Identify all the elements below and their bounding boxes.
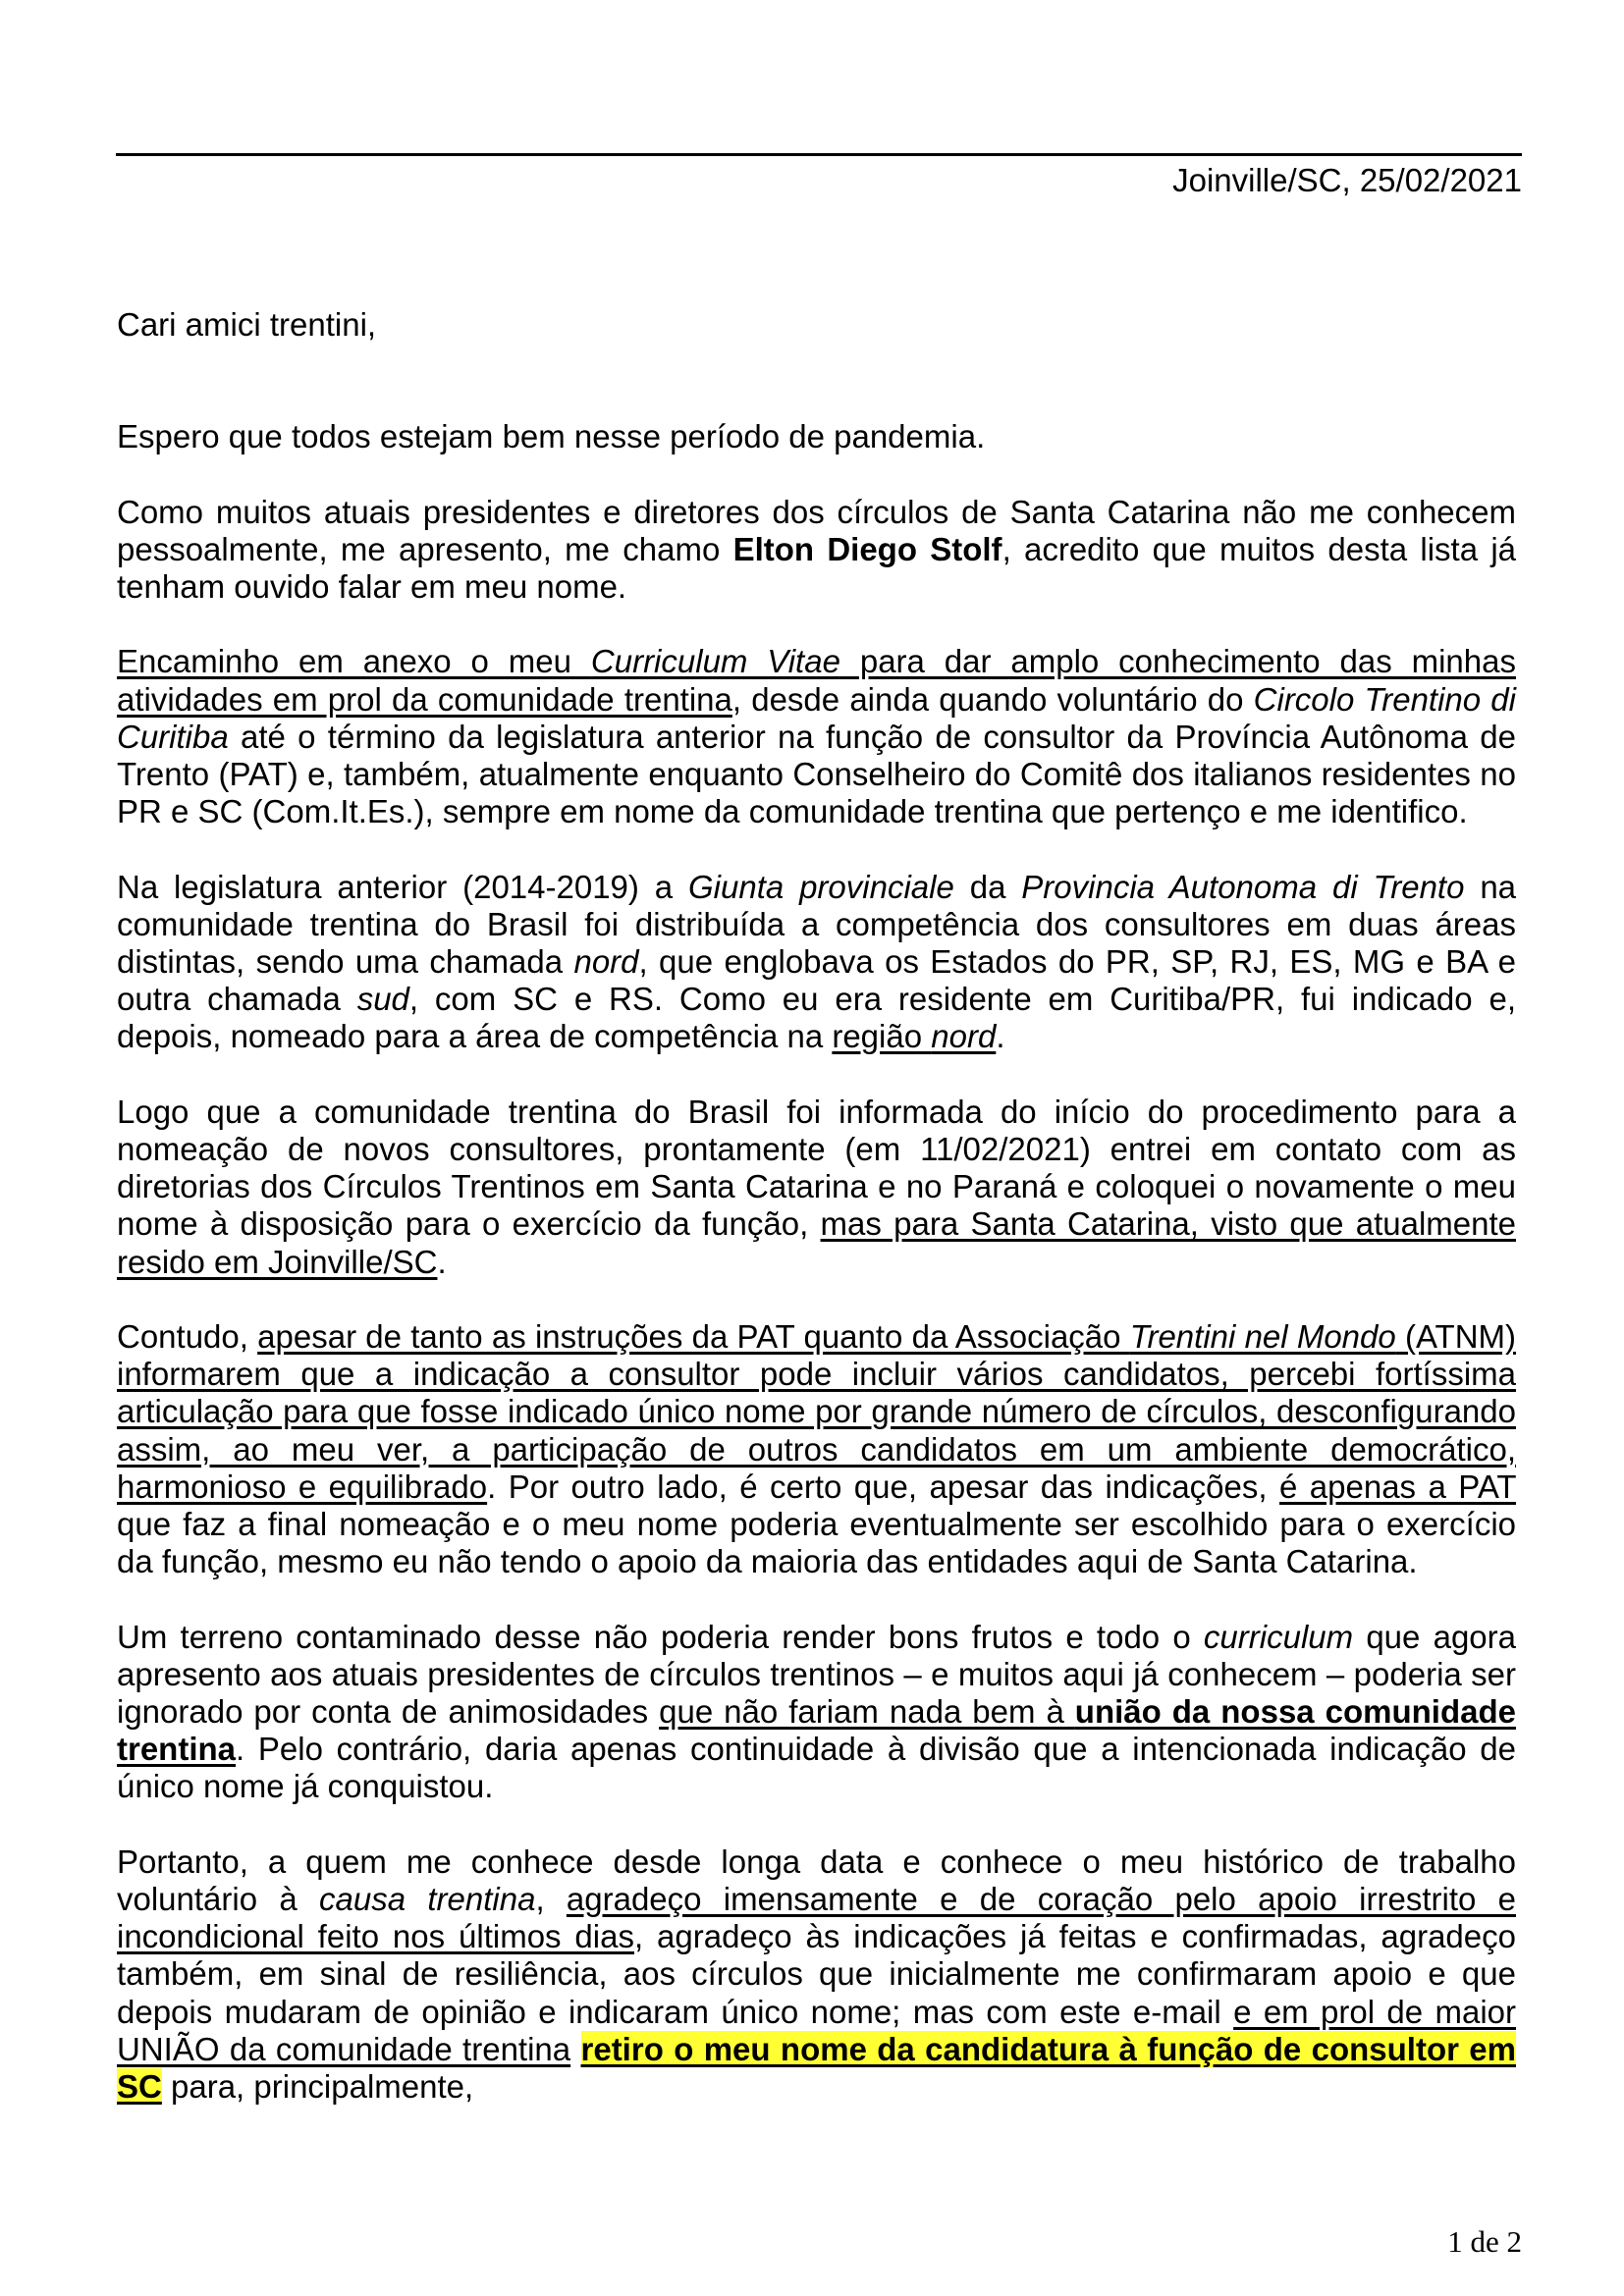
text-run: (ATNM) informarem que a indicação a consultor pode incluir vários candidatos, percebi fortíssima articulação para que fosse indicado único nome por grande número de círculos, desconfigurando assim, ao meu ver, a participação de outros candidatos em um ambiente democrático, harmonioso e equilibrado	[117, 1318, 1517, 1505]
text-run: Logo que a comunidade trentina do Brasil foi informada do início do procedimento para a nomeação de novos consultores, prontamente (em 11/02/2021) entrei em contato com as diretorias dos Círculos Trentinos em Santa Catarina e no Paraná e coloquei o novamente o meu nome à disposição para o exercício da função,	[117, 1093, 1516, 1243]
text-run: apesar de tanto as instruções da PAT quanto da Associação	[257, 1318, 1130, 1355]
text-run-italic: Curriculum Vitae	[590, 643, 840, 680]
text-run: ,	[535, 1881, 567, 1918]
text-run-italic: curriculum	[1203, 1618, 1354, 1655]
text-run: , que englobava os Estados do PR, SP, RJ, ES, MG e BA e outra chamada	[117, 943, 1517, 1018]
text-run: que agora apresento aos atuais presidentes de círculos trentinos – e muitos aqui já conhecem – poderia ser ignorado por conta de animosidades	[117, 1618, 1516, 1731]
text-run-italic: Trentini nel Mondo	[1129, 1318, 1396, 1355]
text-run: na comunidade trentina do Brasil foi distribuída a competência dos consultores em duas áreas distintas, sendo uma chamada	[117, 868, 1517, 980]
text-run-underlined: é apenas a PAT	[1279, 1468, 1516, 1505]
text-run: , com SC e RS. Como eu era residente em Curitiba/PR, fui indicado e, depois, nomeado para a área de competência na	[117, 981, 1516, 1055]
text-run: para dar amplo conhecimento das minhas atividades em prol da comunidade trentina	[117, 643, 1516, 718]
text-run: Encaminho em anexo o meu	[117, 643, 591, 680]
text-run: Um terreno contaminado desse não poderia render bons frutos e todo o	[117, 1618, 1204, 1655]
page-number: 1 de 2	[1447, 2224, 1522, 2259]
paragraph-7	[117, 1619, 1516, 1806]
text-run-underlined: mas para Santa Catarina, visto que atualmente resido em Joinville/SC	[117, 1205, 1516, 1280]
text-run: Como muitos atuais presidentes e diretores dos círculos de Santa Catarina não me conhecem pessoalmente, me apresento, me chamo	[117, 493, 1516, 567]
paragraph-2	[117, 494, 1516, 607]
text-run: , acredito que muitos desta lista já tenham ouvido falar em meu nome.	[117, 530, 1516, 605]
text-run: até o término da legislatura anterior na função de consultor da Província Autônoma de Trento (PAT) e, também, atualmente enquanto Conselheiro do Comitê dos italianos residentes no PR e SC (Com.It.Es.), sempre em nome da comunidade trentina que pertenço e me identifico.	[117, 718, 1516, 830]
text-run-underlined: e em prol de maior UNIÃO da comunidade trentina	[117, 1993, 1517, 2067]
place-date: Joinville/SC, 25/02/2021	[1172, 162, 1522, 198]
text-run: , agradeço às indicações já feitas e confirmadas, agradeço também, em sinal de resiliência, aos círculos que inicialmente me confirmaram apoio e que depois mudaram de opinião e indicaram único nome; mas com este e-mail	[117, 1918, 1516, 2030]
paragraph-6	[117, 1318, 1516, 1580]
highlighted-withdrawal: retiro o meu nome da candidatura à função de consultor em SC	[117, 2030, 1516, 2106]
text-run: .	[996, 1018, 1005, 1055]
paragraph-5	[117, 1094, 1516, 1281]
text-run-italic: nord	[931, 1018, 997, 1055]
text-run: que não fariam nada bem à	[659, 1693, 1075, 1731]
text-run	[570, 2031, 580, 2067]
text-run-italic: causa trentina	[319, 1881, 536, 1918]
paragraph-3	[117, 643, 1516, 830]
header-rule	[116, 153, 1522, 156]
paragraph-8	[117, 1843, 1516, 2106]
text-run: . Por outro lado, é certo que, apesar das indicações,	[487, 1468, 1279, 1505]
text-run: da	[953, 868, 1022, 905]
paragraph-4	[117, 869, 1516, 1056]
text-run-italic: Giunta provinciale	[687, 868, 954, 905]
text-run-bold: união da nossa comunidade trentina	[117, 1693, 1516, 1768]
text-run: Portanto, a quem me conhece desde longa data e conhece o meu histórico de trabalho voluntário à	[117, 1842, 1516, 1918]
text-run-italic: Provincia Autonoma di Trento	[1021, 868, 1465, 905]
text-run-italic: Circolo Trentino di Curitiba	[117, 680, 1516, 755]
text-run-italic: sud	[356, 981, 409, 1018]
text-run: .	[437, 1243, 447, 1280]
text-run: região	[832, 1018, 932, 1055]
paragraph-1: Espero que todos estejam bem nesse período de pandemia.	[117, 418, 986, 455]
salutation: Cari amici trentini,	[117, 306, 377, 343]
letter-body	[117, 306, 1516, 2143]
text-run: para, principalmente,	[161, 2068, 474, 2106]
text-run-italic: nord	[573, 943, 639, 980]
text-run-underlined: agradeço imensamente e de coração pelo apoio irrestrito e incondicional feito nos últimos dias	[117, 1881, 1516, 1955]
text-run: . Pelo contrário, daria apenas continuidade à divisão que a intencionada indicação de único nome já conquistou.	[117, 1731, 1516, 1805]
text-run: Na legislatura anterior (2014-2019) a	[117, 868, 688, 905]
author-name: Elton Diego Stolf	[732, 530, 1002, 567]
text-run-underlined	[832, 1018, 996, 1054]
text-run: que faz a final nomeação e o meu nome poderia eventualmente ser escolhido para o exercício da função, mesmo eu não tendo o apoio da maioria das entidades aqui de Santa Catarina.	[117, 1506, 1516, 1580]
text-run: Contudo,	[117, 1318, 258, 1355]
text-run: , desde ainda quando voluntário do	[731, 680, 1254, 718]
